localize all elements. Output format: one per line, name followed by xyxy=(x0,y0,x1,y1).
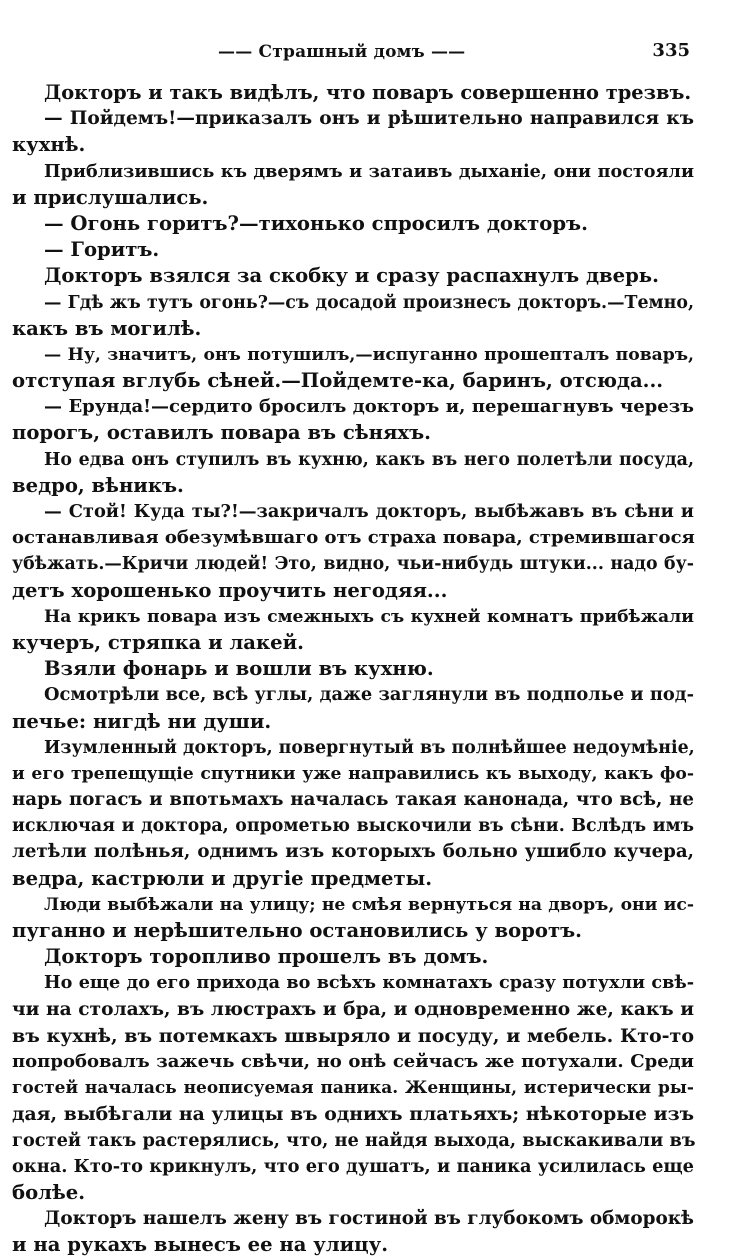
text-line: Осмотрѣли все, всѣ углы, даже заглянули въ подполье и под- xyxy=(44,684,694,706)
text-line: и прислушались. xyxy=(12,185,209,209)
text-line: — Пойдемъ!—приказалъ онъ и рѣшительно направился къ xyxy=(44,108,694,130)
text-line: останавливая обезумѣвшаго отъ страха повара, стремившагося xyxy=(12,527,695,549)
text-line: детъ хорошенько проучить негодяя... xyxy=(12,578,448,602)
text-line: Изумленный докторъ, повергнутый въ полнѣйшее недоумѣніе, xyxy=(44,737,695,758)
text-line: Докторъ и такъ видѣлъ, что поваръ совершенно трезвъ. xyxy=(44,81,692,104)
text-line: Люди выбѣжали на улицу; не смѣя вернуться на дворъ, они ис- xyxy=(44,894,694,915)
text-line: печье: нигдѣ ни души. xyxy=(12,709,272,733)
text-line: ведро, вѣникъ. xyxy=(12,473,184,497)
text-line: и на рукахъ вынесъ ее на улицу. xyxy=(12,1233,389,1257)
text-line: болѣе. xyxy=(12,1180,86,1204)
text-line: Взяли фонарь и вошли въ кухню. xyxy=(44,657,434,681)
text-line: и его трепещущіе спутники уже направились къ выходу, какъ фо- xyxy=(12,763,694,784)
text-line: пуганно и нерѣшительно остановились у воротъ. xyxy=(12,919,582,942)
text-line: дая, выбѣгали на улицы въ однихъ платьяхъ; нѣкоторые изъ xyxy=(12,1103,694,1126)
text-line: отступая вглубь сѣней.—Пойдемте-ка, баринъ, отсюда... xyxy=(12,369,664,393)
text-line: Но еще до его прихода во всѣхъ комнатахъ сразу потухли свѣ- xyxy=(44,972,694,994)
text-line: летѣли полѣнья, однимъ изъ которыхъ больно ушибло кучера, xyxy=(12,841,694,863)
text-line: Докторъ взялся за скобку и сразу распахнулъ дверь. xyxy=(44,264,659,288)
text-line: — Ерунда!—сердито бросилъ докторъ и, перешагнувъ черезъ xyxy=(44,396,694,418)
page-number: 335 xyxy=(652,40,690,61)
text-line: попробовалъ зажечь свѣчи, но онѣ сейчасъ же потухали. Среди xyxy=(12,1050,694,1072)
text-line: кучеръ, стряпка и лакей. xyxy=(12,630,304,654)
text-line: кухнѣ. xyxy=(12,133,86,157)
book-page xyxy=(12,0,696,1257)
text-line: Приблизившись къ дверямъ и затаивъ дыханіе, они постояли xyxy=(44,160,694,182)
text-line: въ кухнѣ, въ потемкахъ швыряло и посуду, и мебель. Кто-то xyxy=(12,1024,694,1047)
text-line: Докторъ торопливо прошелъ въ домъ. xyxy=(44,945,489,969)
text-line: нарь погасъ и впотьмахъ началась такая канонада, что всѣ, не xyxy=(12,789,694,811)
text-line: — Гдѣ жъ тутъ огонь?—съ досадой произнесъ докторъ.—Темно, xyxy=(44,292,694,313)
text-line: — Стой! Куда ты?!—закричалъ докторъ, выбѣжавъ въ сѣни и xyxy=(44,501,694,522)
text-line: — Ну, значитъ, онъ потушилъ,—испуганно прошепталъ поваръ, xyxy=(44,344,694,365)
text-line: чи на столахъ, въ люстрахъ и бра, и одновременно же, какъ и xyxy=(12,998,694,1020)
text-line: ведра, кастрюли и другіе предметы. xyxy=(12,866,433,890)
text-line: Но едва онъ ступилъ въ кухню, какъ въ него полетѣли посуда, xyxy=(44,449,694,470)
text-line: порогъ, оставилъ повара въ сѣняхъ. xyxy=(12,421,431,445)
text-line: какъ въ могилѣ. xyxy=(12,316,202,340)
text-line: окна. Кто-то крикнулъ, что его душатъ, и паника усилилась еще xyxy=(12,1155,694,1177)
running-title: —— Страшный домъ —— xyxy=(218,42,466,62)
text-line: исключая и доктора, опрометью выскочили въ сѣни. Вслѣдъ имъ xyxy=(12,816,694,837)
text-line: гостей началась неописуемая паника. Женщины, истерически ры- xyxy=(12,1078,694,1099)
text-line: убѣжать.—Кричи людей! Это, видно, чьи-нибудь штуки... надо бу- xyxy=(12,554,694,575)
text-line: Докторъ нашелъ жену въ гостиной въ глубокомъ обморокѣ xyxy=(44,1208,694,1230)
text-line: На крикъ повара изъ смежныхъ съ кухней комнатъ прибѣжали xyxy=(44,606,694,627)
text-line: — Огонь горитъ?—тихонько спросилъ докторъ. xyxy=(44,211,588,235)
running-head xyxy=(12,38,694,68)
text-line: — Горитъ. xyxy=(44,238,160,262)
body-text xyxy=(12,80,694,1258)
text-line: гостей такъ растерялись, что, не найдя выхода, выскакивали въ xyxy=(12,1129,696,1151)
